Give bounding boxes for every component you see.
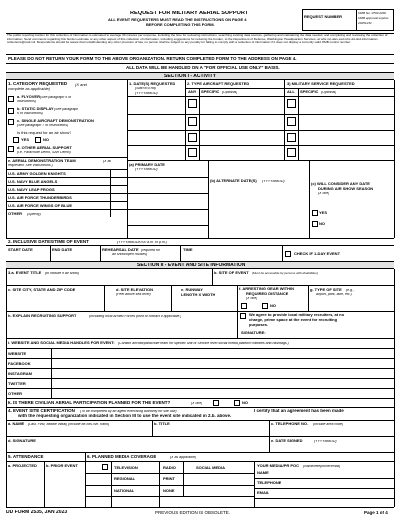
airshow-no-checkbox[interactable] [35, 137, 41, 143]
site-cert-label: 4. EVENT SITE CERTIFICATION [8, 409, 75, 413]
media-radio-label: RADIO [163, 466, 176, 470]
omb-expires-label: OMB approval expires [358, 17, 389, 20]
category-hint-2: complete as applicable) [8, 87, 51, 91]
page-number: Page 1 of 4 [364, 511, 388, 515]
end-date-label: END DATE [52, 248, 73, 252]
media-coverage-hint: (X as applicable) [170, 455, 197, 459]
consider-any-hint: DURING AIR SHOW SEASON [318, 187, 374, 191]
gear-no-label: NO [270, 304, 276, 308]
site-cert-hint: (To be completed by an agent exercising authority for site use) [80, 409, 177, 413]
omb-number: OMB No. 0704-0280 [358, 12, 387, 15]
site-elevation-label: d. SITE ELEVATION [116, 288, 153, 292]
type-optional-hint: (Optional) [222, 90, 238, 94]
site-type-hint: (e.g., [346, 288, 354, 292]
rehearsal-hint: (required for [141, 248, 161, 252]
site-hint: (Must be accessible by persons with disabilities) [252, 271, 318, 275]
section-2-title: SECTION II - EVENT AND SITE INFORMATION [137, 262, 246, 268]
type-any-checkbox-4[interactable] [188, 148, 197, 157]
consider-any-hint-2: (X one) [318, 192, 330, 195]
flyover-hint: (See paragraph 5 of [40, 95, 72, 99]
flyover-label: a. FLYOVER [17, 95, 40, 99]
arresting-gear-label: f. ARRESTING GEAR WITHIN [239, 287, 294, 291]
media-coverage-label: 6. PLANNED MEDIA COVERAGE [87, 455, 157, 459]
static-display-hint: (See paragraph [54, 107, 79, 111]
site-cert-statement: I certify that an agreement has been made [254, 409, 344, 413]
type-aircraft-label: 2. TYPE AIRCRAFT REQUESTED [187, 82, 250, 86]
other-aerial-hint: (i.e. Parachute Demo, SAR Demo) [17, 151, 71, 154]
event-title-label: 3.a. EVENT TITLE [8, 271, 42, 275]
alternate-date-label: (b) ALTERNATE DATE(S) [210, 179, 257, 183]
consider-no-label: NO [319, 222, 325, 226]
one-day-label: CHECK IF 1-DAY EVENT [294, 252, 341, 256]
single-demo-checkbox[interactable] [8, 119, 14, 125]
website-social-label: i. WEBSITE AND SOCIAL MEDIA HANDLES FOR EVENT: [8, 341, 115, 345]
type-any-checkbox-2[interactable] [188, 117, 197, 126]
poc-name-label: NAME [257, 471, 269, 475]
media-television-label: TELEVISION [114, 466, 138, 470]
site-label: b. SITE OF EVENT [214, 271, 249, 275]
type-specific-header: SPECIFIC [201, 90, 220, 94]
dates-requested-label: 1. DATE(S) REQUESTED [129, 82, 176, 86]
static-display-hint-2: 6 of Instructions) [17, 112, 43, 115]
instagram-row-label: INSTAGRAM [8, 372, 32, 376]
site-type-label: g. TYPE OF SITE [310, 288, 342, 292]
static-display-label: b. STATIC DISPLAY [17, 107, 54, 111]
other-aerial-label: d. OTHER AERIAL SUPPORT [17, 146, 72, 150]
website-social-hint: (Contact aircraft/parachute team for specific unit or Service level social media platform handles and hashtags.) [118, 341, 289, 345]
team-thunderbirds: U.S. AIR FORCE THUNDERBIRDS [8, 196, 72, 200]
omb-expires-date: 20251231 [358, 22, 372, 25]
attendance-label: 5. ATTENDANCE [8, 455, 44, 459]
website-row-label: WEBSITE [8, 352, 27, 356]
service-all-checkbox-4[interactable] [287, 148, 296, 157]
consider-yes-label: YES [319, 211, 328, 215]
team-wings-of-blue: U.S. AIR FORCE WINGS OF BLUE [8, 204, 73, 208]
television-checkbox[interactable] [102, 464, 108, 470]
cert-phone-label: c. TELEPHONE NO. [271, 422, 309, 426]
media-national-label: NATIONAL [114, 489, 135, 493]
one-day-checkbox[interactable] [285, 251, 291, 257]
alternate-date-hint: (YYYYMMDD) [262, 179, 285, 183]
poc-email-label: EMAIL [257, 491, 270, 495]
cert-phone-hint: (Include area code) [313, 422, 344, 426]
cert-name-hint: (Last, First, Middle Initial) (Include Mr./Ms./Mr. Rank) [28, 422, 110, 426]
type-any-checkbox-1[interactable] [188, 99, 197, 108]
civilian-no-checkbox[interactable] [234, 400, 240, 406]
gear-no-checkbox[interactable] [262, 303, 268, 309]
team-label: e. AERIAL DEMONSTRATION TEAM [8, 159, 76, 163]
recruiter-agree-line-2: charge, prime space at the event for recruiting [249, 318, 338, 322]
airshow-question: Is this request for an air show? [17, 131, 72, 135]
form-number: DD FORM 2535, JAN 2023 [6, 510, 68, 515]
site-type-hint-2: airport, park, lake, etc.) [316, 293, 352, 296]
team-other-hint: (Specify) [27, 212, 41, 216]
airshow-yes-checkbox[interactable] [13, 137, 19, 143]
service-specific-header: SPECIFIC [300, 90, 319, 94]
type-any-checkbox-3[interactable] [188, 133, 197, 142]
cert-signature-label: d. SIGNATURE [8, 439, 36, 443]
site-city-label: c. SITE CITY, STATE AND ZIP CODE [8, 288, 76, 292]
consider-no-checkbox[interactable] [312, 221, 318, 227]
other-row-label: OTHER [8, 392, 22, 396]
media-poc-label: YOUR MEDIA/PR POC [257, 464, 300, 468]
recruiting-label: h. EXPLAIN RECRUITING SUPPORT [8, 314, 77, 318]
category-hint: (X and [75, 82, 87, 87]
category-label: 1. CATEGORY REQUESTED [8, 82, 68, 86]
inclusive-dates-label: 2. INCLUSIVE DATES/TIME OF EVENT [8, 240, 89, 244]
service-all-checkbox-1[interactable] [287, 99, 296, 108]
time-label: TIME [183, 248, 193, 252]
primary-date-label: (a) PRIMARY DATE [129, 163, 165, 167]
burden-statement: The public reporting burden for this collection of information is estimated to average 30 minutes per response, including the time for reviewing instructions, searching existing data sources, gathering and maintaining the data needed, and completing and reviewing the collection of information. Send comments regarding this burden estimate or any other aspect of this collection of information, including suggestions for reducing the burden, to the Department of Defense, Washington Headquarters Services, at whs.mc-alex.esd.mbx.dd-dod-information-collections@mail.mil. Respondents should be aware that notwithstanding any other provision of law, no person shall be subject to any penalty for failing to comply with a collection of information if it does not display a currently valid OMB control number. [7, 34, 388, 45]
cert-date-signed-hint: (YYYYMMDD) [314, 439, 337, 443]
team-hint: (X all [103, 159, 111, 163]
rehearsal-date-label: REHEARSAL DATE [102, 248, 139, 252]
site-cert-statement-2: with the requesting organization indicated in Section III to use the event site indicated in 2.b. above. [18, 414, 232, 418]
civilian-yes-checkbox[interactable] [213, 400, 219, 406]
consider-yes-checkbox[interactable] [312, 210, 318, 216]
service-all-checkbox-3[interactable] [287, 133, 296, 142]
team-hint-2: requested. See Instructions.) [8, 164, 53, 167]
single-demo-label: c. SINGLE AIRCRAFT DEMONSTRATION [17, 119, 94, 123]
static-display-checkbox[interactable] [8, 108, 14, 114]
flyover-hint-2: Instructions) [17, 100, 37, 103]
dates-requested-hint-2: (YYYYMMDD) [135, 92, 158, 95]
poc-telephone-label: TELEPHONE [257, 481, 282, 485]
media-social-label: SOCIAL MEDIA [196, 466, 226, 470]
media-print-label: PRINT [163, 477, 175, 481]
recruiting-hint: (Including local Armed Forces point of contact if applicable.) [89, 314, 182, 318]
recruiter-signature-label: SIGNATURE: [241, 331, 266, 335]
team-golden-knights: U.S. ARMY GOLDEN KNIGHTS [8, 172, 66, 176]
form-subtitle-2: BEFORE COMPLETING THIS FORM. [146, 23, 215, 27]
form-title: REQUEST FOR MILITARY AERIAL SUPPORT [130, 11, 249, 16]
event-title-hint: (to include if air show) [45, 271, 80, 275]
cert-title-label: b. TITLE [154, 422, 170, 426]
obsolete-notice: PREVIOUS EDITION IS OBSOLETE. [155, 511, 231, 515]
start-date-label: START DATE [8, 248, 33, 252]
site-elevation-hint: (Feet above sea level) [116, 293, 151, 296]
single-demo-hint: (See paragraph 7 of Instructions) [17, 124, 69, 127]
return-notice: PLEASE DO NOT RETURN YOUR FORM TO THE ABOVE ORGANIZATION. RETURN COMPLETED FORM TO THE ADDRESS ON PAGE 4. [8, 57, 297, 61]
service-all-checkbox-2[interactable] [287, 117, 296, 126]
service-all-header: ALL [287, 90, 295, 94]
service-label: 3) MILITARY SERVICE REQUESTED [287, 82, 355, 86]
airshow-yes-label: YES [21, 138, 30, 142]
form-subtitle-1: ALL EVENT REQUESTERS MUST READ THE INSTRUCTIONS ON PAGE 4 [108, 18, 247, 22]
cert-date-signed-label: e. DATE SIGNED [271, 439, 303, 443]
fouo-notice: ALL DATA WILL BE HANDLED ON A "FOR OFFICIAL USE ONLY" BASIS. [126, 66, 280, 70]
recruiter-agree-checkbox[interactable] [240, 313, 246, 319]
civilian-participation-hint: (X one) [191, 401, 203, 405]
runway-hint: LENGTH X WIDTH [181, 293, 216, 297]
request-number-label: REQUEST NUMBER [304, 15, 343, 19]
attendance-projected-label: a. PROJECTED [8, 464, 37, 468]
airshow-no-label: NO [43, 138, 49, 142]
dates-requested-hint: (Start to End) [135, 87, 156, 90]
consider-any-label: (c) WILL CONSIDER ANY DATE [311, 182, 370, 186]
twitter-row-label: TWITTER [8, 382, 26, 386]
gear-yes-checkbox[interactable] [241, 303, 247, 309]
recruiter-agree-line-3: purposes. [249, 323, 269, 327]
arresting-gear-hint-2: (X one) [246, 297, 258, 300]
team-leap-frogs: U.S. NAVY LEAP FROGS [8, 188, 55, 192]
service-optional-hint: (Optional) [321, 90, 337, 94]
facebook-row-label: FACEBOOK [8, 362, 31, 366]
cert-name-label: a. NAME [8, 422, 25, 426]
attendance-prior-label: b. PRIOR EVENT [46, 464, 78, 468]
recruiter-agree-line-1: We agree to provide local military recruiters, at no [249, 313, 345, 317]
other-aerial-checkbox[interactable] [8, 146, 14, 152]
rehearsal-hint-2: air show/open houses) [112, 253, 148, 256]
arresting-gear-hint: REQUIRED DISTANCE [246, 292, 289, 296]
media-regional-label: REGIONAL [114, 477, 136, 481]
civilian-no-label: NO [242, 401, 248, 405]
media-none-label: NONE [163, 489, 175, 493]
section-1-title: SECTION I - ACTIVITY [164, 73, 217, 79]
flyover-checkbox[interactable] [8, 96, 14, 102]
inclusive-dates-hint: (YYYYMMDD/0:00 a.m. or p.m.) [117, 240, 167, 244]
runway-label: e. RUNWAY [181, 288, 203, 292]
team-other-label: OTHER [8, 212, 22, 216]
type-any-header: ANY [188, 90, 197, 94]
media-poc-hint: (Name/telephone/email) [303, 464, 341, 468]
primary-date-hint: (YYYYMMDD) [135, 168, 158, 171]
team-blue-angels: U.S. NAVY BLUE ANGELS [8, 180, 58, 184]
civilian-participation-label: k. IS THERE CIVILIAN AERIAL PARTICIPATION PLANNED FOR THE EVENT? [8, 401, 171, 405]
